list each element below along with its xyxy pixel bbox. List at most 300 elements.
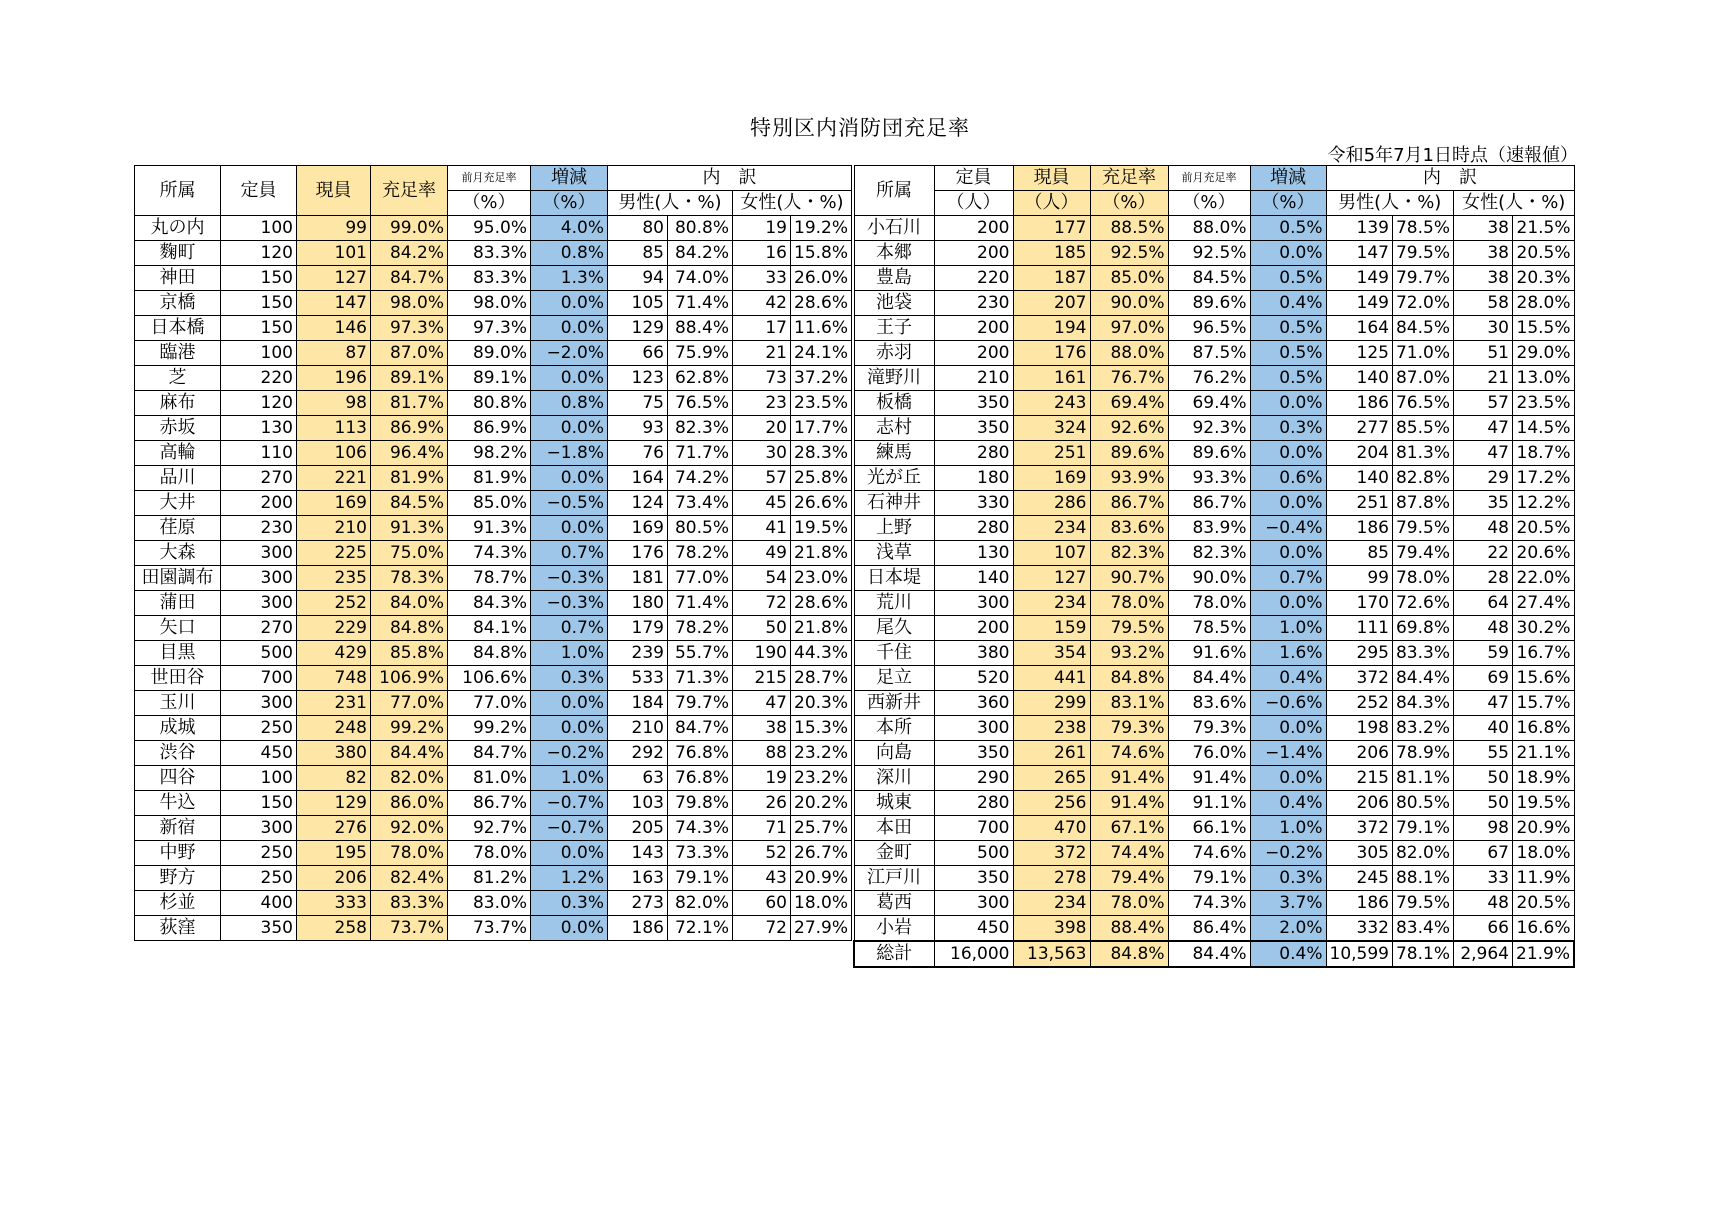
cell-change: −0.6% (1250, 691, 1326, 716)
cell-male-count: 245 (1326, 866, 1392, 891)
cell-female-count: 30 (1454, 316, 1513, 341)
table-row (135, 916, 852, 941)
cell-rate: 92.5% (1090, 241, 1168, 266)
cell-affiliation: 千住 (854, 641, 934, 666)
cell-female-count: 28 (1454, 566, 1513, 591)
table-row (854, 766, 1574, 791)
header-affiliation: 所属 (135, 166, 221, 216)
cell-male-pct: 88.4% (668, 316, 733, 341)
cell-female-pct: 26.6% (791, 491, 852, 516)
total-members: 13,563 (1013, 941, 1090, 967)
cell-change: 0.0% (531, 691, 608, 716)
cell-male-count: 186 (1326, 391, 1392, 416)
cell-female-count: 47 (1454, 441, 1513, 466)
cell-change: 0.0% (1250, 391, 1326, 416)
cell-male-pct: 79.7% (668, 691, 733, 716)
cell-change: 2.0% (1250, 916, 1326, 942)
cell-prev-rate: 93.3% (1168, 466, 1250, 491)
cell-affiliation: 大井 (135, 491, 221, 516)
cell-members: 176 (1013, 341, 1090, 366)
cell-prev-rate: 77.0% (448, 691, 531, 716)
header-change: 増減 (1250, 166, 1326, 191)
cell-female-pct: 28.3% (791, 441, 852, 466)
cell-male-pct: 88.1% (1392, 866, 1453, 891)
cell-female-pct: 15.3% (791, 716, 852, 741)
table-row (854, 866, 1574, 891)
cell-prev-rate: 79.1% (1168, 866, 1250, 891)
cell-male-pct: 87.8% (1392, 491, 1453, 516)
cell-male-count: 186 (1326, 516, 1392, 541)
cell-affiliation: 中野 (135, 841, 221, 866)
table-row (135, 841, 852, 866)
table-row (854, 466, 1574, 491)
cell-prev-rate: 74.3% (1168, 891, 1250, 916)
cell-female-pct: 26.7% (791, 841, 852, 866)
cell-rate: 86.0% (371, 791, 448, 816)
cell-prev-rate: 92.5% (1168, 241, 1250, 266)
cell-change: 0.0% (1250, 591, 1326, 616)
cell-prev-rate: 86.7% (1168, 491, 1250, 516)
cell-capacity: 100 (221, 341, 297, 366)
cell-members: 372 (1013, 841, 1090, 866)
cell-male-pct: 74.2% (668, 466, 733, 491)
cell-members: 231 (297, 691, 371, 716)
cell-male-count: 66 (608, 341, 668, 366)
cell-male-pct: 82.0% (668, 891, 733, 916)
table-row (135, 241, 852, 266)
table-row (135, 616, 852, 641)
table-row (135, 766, 852, 791)
table-row (135, 866, 852, 891)
cell-rate: 74.4% (1090, 841, 1168, 866)
cell-capacity: 150 (221, 266, 297, 291)
total-capacity: 16,000 (934, 941, 1013, 967)
cell-female-pct: 11.9% (1513, 866, 1575, 891)
cell-rate: 67.1% (1090, 816, 1168, 841)
table-row (135, 416, 852, 441)
cell-female-count: 67 (1454, 841, 1513, 866)
cell-male-count: 124 (608, 491, 668, 516)
cell-male-pct: 77.0% (668, 566, 733, 591)
cell-rate: 87.0% (371, 341, 448, 366)
cell-female-pct: 25.7% (791, 816, 852, 841)
cell-rate: 91.4% (1090, 791, 1168, 816)
cell-female-pct: 19.5% (791, 516, 852, 541)
cell-female-pct: 20.9% (1513, 816, 1575, 841)
cell-prev-rate: 81.2% (448, 866, 531, 891)
cell-rate: 77.0% (371, 691, 448, 716)
cell-prev-rate: 98.2% (448, 441, 531, 466)
cell-change: 0.8% (531, 241, 608, 266)
cell-male-count: 85 (608, 241, 668, 266)
cell-affiliation: 神田 (135, 266, 221, 291)
cell-members: 398 (1013, 916, 1090, 942)
cell-female-count: 30 (733, 441, 791, 466)
cell-capacity: 120 (221, 241, 297, 266)
cell-female-count: 23 (733, 391, 791, 416)
table-row (135, 466, 852, 491)
cell-male-pct: 79.1% (1392, 816, 1453, 841)
cell-change: 0.7% (531, 541, 608, 566)
cell-affiliation: 麻布 (135, 391, 221, 416)
cell-male-count: 164 (608, 466, 668, 491)
cell-male-pct: 74.0% (668, 266, 733, 291)
cell-male-count: 140 (1326, 366, 1392, 391)
table-row (854, 316, 1574, 341)
cell-rate: 84.0% (371, 591, 448, 616)
cell-affiliation: 向島 (854, 741, 934, 766)
cell-female-pct: 17.2% (1513, 466, 1575, 491)
cell-capacity: 200 (934, 216, 1013, 241)
cell-female-count: 66 (1454, 916, 1513, 942)
cell-capacity: 300 (221, 816, 297, 841)
cell-prev-rate: 76.0% (1168, 741, 1250, 766)
cell-prev-rate: 84.7% (448, 741, 531, 766)
cell-change: 0.0% (1250, 766, 1326, 791)
cell-male-pct: 73.3% (668, 841, 733, 866)
cell-affiliation: 赤羽 (854, 341, 934, 366)
cell-affiliation: 本郷 (854, 241, 934, 266)
cell-capacity: 270 (221, 466, 297, 491)
cell-male-count: 215 (1326, 766, 1392, 791)
cell-prev-rate: 96.5% (1168, 316, 1250, 341)
cell-male-pct: 79.1% (668, 866, 733, 891)
cell-female-pct: 13.0% (1513, 366, 1575, 391)
cell-members: 221 (297, 466, 371, 491)
cell-male-count: 164 (1326, 316, 1392, 341)
cell-female-count: 43 (733, 866, 791, 891)
cell-capacity: 280 (934, 516, 1013, 541)
cell-rate: 84.5% (371, 491, 448, 516)
cell-prev-rate: 78.5% (1168, 616, 1250, 641)
table-row (135, 816, 852, 841)
cell-affiliation: 尾久 (854, 616, 934, 641)
cell-prev-rate: 86.7% (448, 791, 531, 816)
cell-male-pct: 84.5% (1392, 316, 1453, 341)
cell-change: 0.0% (1250, 441, 1326, 466)
cell-prev-rate: 88.0% (1168, 216, 1250, 241)
cell-rate: 81.9% (371, 466, 448, 491)
cell-male-count: 63 (608, 766, 668, 791)
cell-male-pct: 76.5% (668, 391, 733, 416)
cell-prev-rate: 83.3% (448, 241, 531, 266)
table-row (854, 291, 1574, 316)
table-row (854, 266, 1574, 291)
cell-affiliation: 世田谷 (135, 666, 221, 691)
cell-prev-rate: 81.0% (448, 766, 531, 791)
cell-female-pct: 16.8% (1513, 716, 1575, 741)
cell-affiliation: 京橋 (135, 291, 221, 316)
cell-capacity: 230 (934, 291, 1013, 316)
cell-female-count: 60 (733, 891, 791, 916)
cell-male-pct: 76.8% (668, 766, 733, 791)
total-affiliation: 総計 (854, 941, 934, 967)
cell-male-pct: 85.5% (1392, 416, 1453, 441)
cell-capacity: 350 (934, 416, 1013, 441)
header-female: 女性(人・%) (1454, 191, 1575, 216)
cell-prev-rate: 90.0% (1168, 566, 1250, 591)
cell-rate: 93.9% (1090, 466, 1168, 491)
cell-prev-rate: 91.4% (1168, 766, 1250, 791)
cell-rate: 83.3% (371, 891, 448, 916)
cell-male-count: 186 (608, 916, 668, 941)
total-female-count: 2,964 (1454, 941, 1513, 967)
cell-members: 243 (1013, 391, 1090, 416)
cell-male-count: 372 (1326, 816, 1392, 841)
cell-change: 1.0% (1250, 816, 1326, 841)
cell-change: 1.3% (531, 266, 608, 291)
cell-male-pct: 82.8% (1392, 466, 1453, 491)
cell-prev-rate: 106.6% (448, 666, 531, 691)
cell-capacity: 520 (934, 666, 1013, 691)
cell-male-count: 372 (1326, 666, 1392, 691)
cell-change: 0.0% (1250, 241, 1326, 266)
cell-prev-rate: 89.0% (448, 341, 531, 366)
cell-female-count: 215 (733, 666, 791, 691)
table-row (135, 341, 852, 366)
cell-members: 127 (297, 266, 371, 291)
cell-female-pct: 44.3% (791, 641, 852, 666)
header-change: 増減 (531, 166, 608, 191)
cell-prev-rate: 95.0% (448, 216, 531, 241)
header-capacity-unit: （人） (934, 191, 1013, 216)
cell-members: 87 (297, 341, 371, 366)
cell-prev-rate: 69.4% (1168, 391, 1250, 416)
cell-members: 234 (1013, 516, 1090, 541)
cell-female-pct: 15.7% (1513, 691, 1575, 716)
cell-members: 248 (297, 716, 371, 741)
cell-affiliation: 目黒 (135, 641, 221, 666)
cell-female-pct: 21.1% (1513, 741, 1575, 766)
cell-male-pct: 80.5% (1392, 791, 1453, 816)
cell-rate: 88.5% (1090, 216, 1168, 241)
cell-rate: 88.4% (1090, 916, 1168, 942)
cell-rate: 82.4% (371, 866, 448, 891)
cell-female-pct: 16.7% (1513, 641, 1575, 666)
cell-male-count: 76 (608, 441, 668, 466)
cell-change: 0.3% (531, 891, 608, 916)
cell-members: 276 (297, 816, 371, 841)
cell-members: 251 (1013, 441, 1090, 466)
cell-female-count: 38 (1454, 216, 1513, 241)
cell-change: 1.0% (1250, 616, 1326, 641)
cell-change: −0.5% (531, 491, 608, 516)
cell-male-pct: 78.5% (1392, 216, 1453, 241)
cell-affiliation: 大森 (135, 541, 221, 566)
header-prev-rate-unit: （%） (1168, 191, 1250, 216)
cell-capacity: 110 (221, 441, 297, 466)
cell-change: 1.2% (531, 866, 608, 891)
cell-rate: 76.7% (1090, 366, 1168, 391)
cell-prev-rate: 78.0% (1168, 591, 1250, 616)
cell-capacity: 130 (934, 541, 1013, 566)
cell-female-count: 54 (733, 566, 791, 591)
cell-female-count: 48 (1454, 516, 1513, 541)
cell-change: 0.0% (531, 716, 608, 741)
cell-affiliation: 志村 (854, 416, 934, 441)
cell-female-count: 51 (1454, 341, 1513, 366)
cell-rate: 84.4% (371, 741, 448, 766)
cell-capacity: 350 (934, 866, 1013, 891)
cell-prev-rate: 91.3% (448, 516, 531, 541)
table-row (854, 891, 1574, 916)
cell-female-count: 33 (1454, 866, 1513, 891)
cell-capacity: 350 (221, 916, 297, 941)
cell-rate: 84.7% (371, 266, 448, 291)
cell-affiliation: 渋谷 (135, 741, 221, 766)
cell-affiliation: 金町 (854, 841, 934, 866)
cell-affiliation: 荒川 (854, 591, 934, 616)
cell-female-count: 58 (1454, 291, 1513, 316)
cell-members: 169 (1013, 466, 1090, 491)
cell-change: 4.0% (531, 216, 608, 241)
cell-rate: 73.7% (371, 916, 448, 941)
table-row (135, 366, 852, 391)
total-prev-rate: 84.4% (1168, 941, 1250, 967)
cell-members: 113 (297, 416, 371, 441)
cell-members: 161 (1013, 366, 1090, 391)
cell-capacity: 500 (221, 641, 297, 666)
cell-male-count: 140 (1326, 466, 1392, 491)
cell-rate: 82.0% (371, 766, 448, 791)
cell-prev-rate: 99.2% (448, 716, 531, 741)
cell-capacity: 220 (934, 266, 1013, 291)
total-rate: 84.8% (1090, 941, 1168, 967)
cell-capacity: 300 (934, 591, 1013, 616)
cell-members: 234 (1013, 891, 1090, 916)
cell-affiliation: 杉並 (135, 891, 221, 916)
cell-capacity: 270 (221, 616, 297, 641)
cell-female-pct: 28.0% (1513, 291, 1575, 316)
table-row (135, 666, 852, 691)
cell-rate: 91.3% (371, 516, 448, 541)
cell-female-count: 21 (1454, 366, 1513, 391)
cell-prev-rate: 83.3% (448, 266, 531, 291)
cell-rate: 75.0% (371, 541, 448, 566)
cell-female-pct: 18.0% (1513, 841, 1575, 866)
table-row (854, 741, 1574, 766)
cell-female-count: 38 (1454, 241, 1513, 266)
cell-prev-rate: 97.3% (448, 316, 531, 341)
cell-capacity: 150 (221, 791, 297, 816)
cell-female-pct: 15.6% (1513, 666, 1575, 691)
table-row (854, 341, 1574, 366)
cell-male-count: 75 (608, 391, 668, 416)
cell-affiliation: 臨港 (135, 341, 221, 366)
cell-male-pct: 79.8% (668, 791, 733, 816)
cell-affiliation: 牛込 (135, 791, 221, 816)
table-row (135, 266, 852, 291)
cell-female-count: 69 (1454, 666, 1513, 691)
cell-affiliation: 四谷 (135, 766, 221, 791)
cell-female-pct: 20.5% (1513, 516, 1575, 541)
header-rate: 充足率 (371, 166, 448, 216)
cell-male-count: 273 (608, 891, 668, 916)
cell-rate: 97.3% (371, 316, 448, 341)
table-row (854, 566, 1574, 591)
cell-affiliation: 玉川 (135, 691, 221, 716)
cell-male-pct: 78.0% (1392, 566, 1453, 591)
table-row (135, 391, 852, 416)
cell-rate: 99.0% (371, 216, 448, 241)
cell-male-pct: 76.5% (1392, 391, 1453, 416)
cell-change: 0.0% (531, 466, 608, 491)
cell-female-pct: 37.2% (791, 366, 852, 391)
cell-female-pct: 30.2% (1513, 616, 1575, 641)
table-row (854, 716, 1574, 741)
cell-female-pct: 11.6% (791, 316, 852, 341)
cell-female-pct: 15.5% (1513, 316, 1575, 341)
cell-female-count: 29 (1454, 466, 1513, 491)
cell-change: 0.7% (531, 616, 608, 641)
cell-female-count: 64 (1454, 591, 1513, 616)
cell-female-pct: 18.7% (1513, 441, 1575, 466)
table-row (854, 791, 1574, 816)
cell-members: 256 (1013, 791, 1090, 816)
cell-female-count: 49 (733, 541, 791, 566)
cell-male-count: 147 (1326, 241, 1392, 266)
cell-male-pct: 72.1% (668, 916, 733, 941)
cell-change: −1.8% (531, 441, 608, 466)
cell-members: 441 (1013, 666, 1090, 691)
cell-male-pct: 83.2% (1392, 716, 1453, 741)
cell-female-count: 47 (1454, 416, 1513, 441)
cell-prev-rate: 74.6% (1168, 841, 1250, 866)
cell-female-count: 35 (1454, 491, 1513, 516)
cell-affiliation: 王子 (854, 316, 934, 341)
cell-female-count: 47 (1454, 691, 1513, 716)
cell-female-pct: 23.5% (791, 391, 852, 416)
cell-male-count: 169 (608, 516, 668, 541)
cell-male-count: 149 (1326, 266, 1392, 291)
cell-capacity: 350 (934, 391, 1013, 416)
cell-rate: 85.0% (1090, 266, 1168, 291)
cell-female-pct: 14.5% (1513, 416, 1575, 441)
cell-male-pct: 84.4% (1392, 666, 1453, 691)
cell-affiliation: 練馬 (854, 441, 934, 466)
cell-change: 0.0% (531, 316, 608, 341)
cell-change: 0.0% (531, 916, 608, 941)
cell-male-count: 210 (608, 716, 668, 741)
cell-prev-rate: 92.7% (448, 816, 531, 841)
cell-prev-rate: 83.6% (1168, 691, 1250, 716)
cell-female-pct: 20.3% (791, 691, 852, 716)
cell-capacity: 700 (934, 816, 1013, 841)
cell-female-count: 20 (733, 416, 791, 441)
cell-affiliation: 麴町 (135, 241, 221, 266)
cell-change: 0.0% (1250, 541, 1326, 566)
total-row (854, 941, 1574, 967)
header-breakdown: 内 訳 (608, 166, 852, 191)
cell-capacity: 250 (221, 841, 297, 866)
cell-female-count: 38 (733, 716, 791, 741)
cell-prev-rate: 83.9% (1168, 516, 1250, 541)
cell-male-count: 239 (608, 641, 668, 666)
cell-male-count: 184 (608, 691, 668, 716)
cell-male-count: 99 (1326, 566, 1392, 591)
cell-female-count: 71 (733, 816, 791, 841)
cell-male-count: 103 (608, 791, 668, 816)
cell-prev-rate: 84.4% (1168, 666, 1250, 691)
cell-rate: 79.3% (1090, 716, 1168, 741)
cell-change: 0.4% (1250, 666, 1326, 691)
cell-capacity: 100 (221, 766, 297, 791)
table-row (854, 241, 1574, 266)
cell-affiliation: 赤坂 (135, 416, 221, 441)
cell-affiliation: 豊島 (854, 266, 934, 291)
cell-affiliation: 新宿 (135, 816, 221, 841)
cell-affiliation: 荻窪 (135, 916, 221, 941)
